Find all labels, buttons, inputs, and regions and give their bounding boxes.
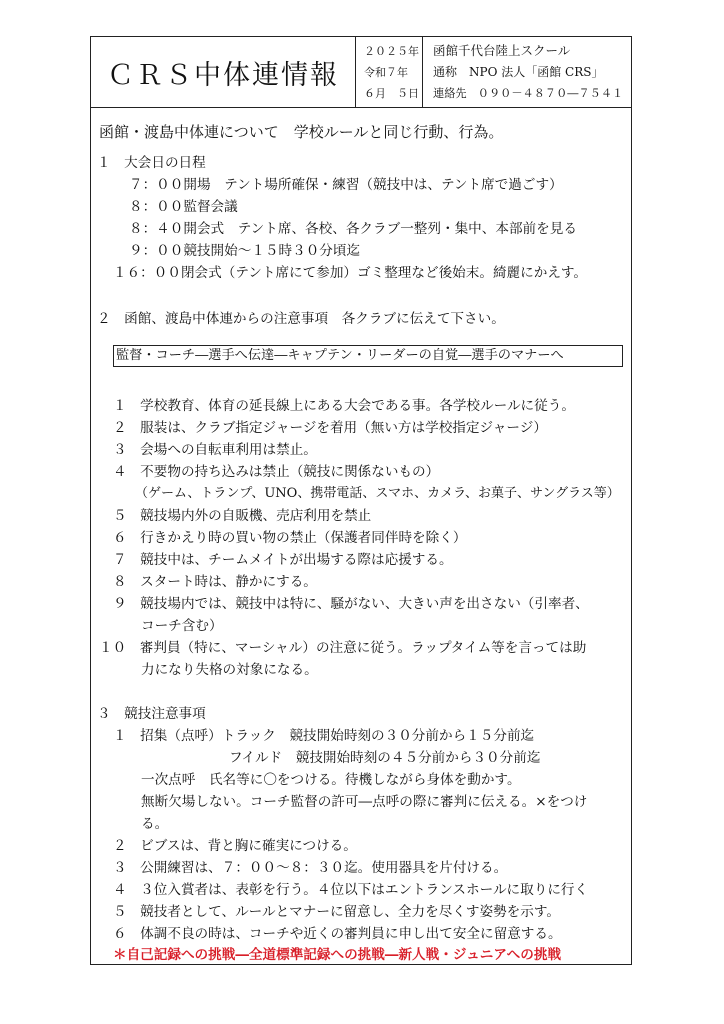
document-title: ＣＲＳ中体連情報 <box>107 59 339 91</box>
competition-item-field: フイルド 競技開始時刻の４５分前から３０分前迄 <box>229 750 541 766</box>
competition-item-note: 無断欠場しない。コーチ監督の許可―点呼の際に審判に伝える。×をつけ <box>141 794 588 810</box>
competition-item: ５ 競技者として、ルールとマナーに留意し、全力を尽くす姿勢を示す。 <box>113 904 560 920</box>
competition-item: ４ ３位入賞者は、表彰を行う。４位以下はエントランスホールに取りに行く <box>113 882 589 898</box>
date-box <box>355 37 423 107</box>
rule-item: ５ 競技場内外の自販機、売店利用を禁止 <box>113 508 372 524</box>
organization-alias: 通称 NPO 法人「函館 CRS」 <box>433 65 604 79</box>
section-1-heading: １ 大会日の日程 <box>97 155 206 171</box>
rule-item: ２ 服装は、クラブ指定ジャージを着用（無い方は学校指定ジャージ） <box>113 420 547 436</box>
rule-item: ４ 不要物の持ち込みは禁止（競技に関係ないもの） <box>113 464 440 480</box>
challenge-slogan: ＊自己記録への挑戦―全道標準記録への挑戦―新人戦・ジュニアへの挑戦 <box>113 947 562 963</box>
rule-item-continued: コーチ含む） <box>141 618 223 634</box>
rule-item: ８ スタート時は、静かにする。 <box>113 574 317 590</box>
section-2-heading: ２ 函館、渡島中体連からの注意事項 各クラブに伝えて下さい。 <box>97 311 505 327</box>
schedule-line: ８：４０開会式 テント席、各校、各クラブ一整列・集中、本部前を見る <box>129 221 577 237</box>
schedule-line: ７：００開場 テント場所確保・練習（競技中は、テント席で過ごす） <box>129 177 563 193</box>
rule-item: ３ 会場への自転車利用は禁止。 <box>113 442 317 458</box>
communication-flow-box: 監督・コーチ―選手へ伝達―キャプテン・リーダーの自覚―選手のマナーへ <box>113 345 623 367</box>
notice-document <box>90 36 632 965</box>
rule-item: ６ 行きかえり時の買い物の禁止（保護者同伴時を除く） <box>113 530 467 546</box>
rule-item: １ 学校教育、体育の延長線上にある大会である事。各学校ルールに従う。 <box>113 398 575 414</box>
competition-item: ３ 公開練習は、７：００～８：３０迄。使用器具を片付ける。 <box>113 860 508 876</box>
date-year: ２０２５年 <box>364 45 419 58</box>
rule-item: ７ 競技中は、チームメイトが出場する際は応援する。 <box>113 552 453 568</box>
organization-name: 函館千代台陸上スクール <box>433 43 571 58</box>
competition-item: ６ 体調不良の時は、コーチや近くの審判員に申し出て安全に留意する。 <box>113 926 562 942</box>
contact-number: 連絡先 ０９０－４８７０―７５４１ <box>433 87 624 100</box>
rule-item: ９ 競技場内では、競技中は特に、騒がない、大きい声を出さない（引率者、 <box>113 596 589 612</box>
section-3-heading: ３ 競技注意事項 <box>97 706 206 722</box>
organization-box <box>429 37 631 107</box>
date-era: 令和７年 <box>364 66 408 79</box>
schedule-line: １６：００閉会式（テント席にて参加）ゴミ整理など後始末。綺麗にかえす。 <box>113 265 588 281</box>
date-day: ６月 ５日 <box>364 87 419 100</box>
competition-item: １ 招集（点呼）トラック 競技開始時刻の３０分前から１５分前迄 <box>113 728 535 744</box>
competition-item-note: る。 <box>141 816 169 832</box>
schedule-line: ９：００競技開始～１５時３０分頃迄 <box>129 243 361 259</box>
intro-line: 函館・渡島中体連について 学校ルールと同じ行動、行為。 <box>99 123 504 141</box>
rule-item-continued: 力になり失格の対象になる。 <box>141 662 318 678</box>
rule-item-detail: （ゲーム、トランプ、UNO、携帯電話、スマホ、カメラ、お菓子、サングラス等） <box>135 486 620 501</box>
header <box>91 37 631 108</box>
schedule-line: ８：００監督会議 <box>129 199 238 215</box>
rule-item: １０ 審判員（特に、マーシャル）の注意に従う。ラップタイム等を言っては助 <box>99 640 587 656</box>
competition-item: ２ ビブスは、背と胸に確実につける。 <box>113 838 357 854</box>
competition-item-note: 一次点呼 氏名等に〇をつける。待機しながら身体を動かす。 <box>141 772 521 788</box>
